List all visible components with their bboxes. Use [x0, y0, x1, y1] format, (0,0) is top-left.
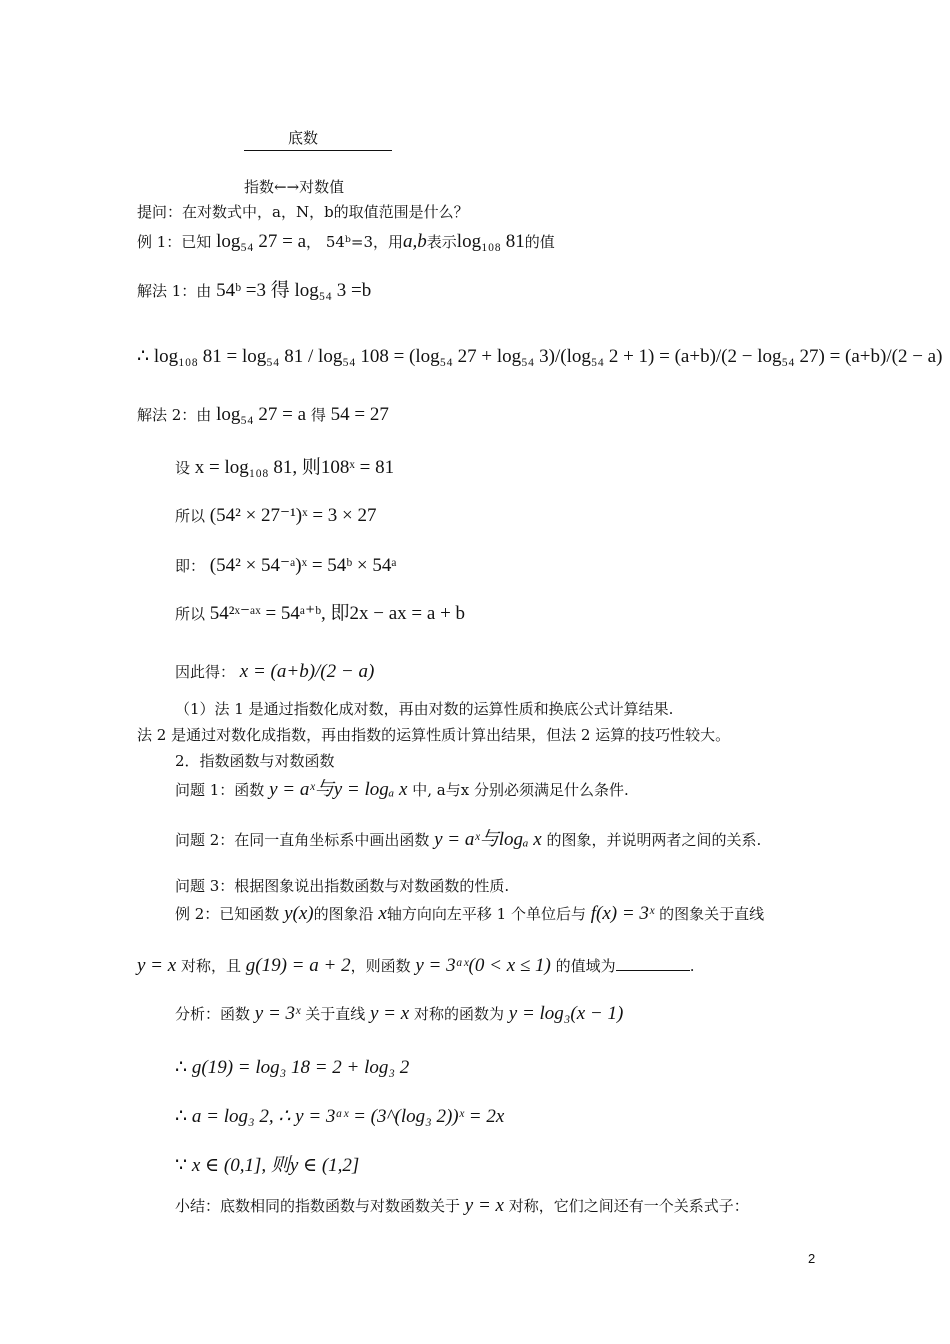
ie-equation: (54² × 54⁻ᵃ)ˣ = 54ᵇ × 54ᵃ: [209, 555, 397, 576]
analysis-mid2: 对称的函数为: [413, 1005, 504, 1023]
q2-math: y = aˣ与logₐ x: [434, 829, 542, 850]
example1-target: log₁₀₈ 81: [456, 231, 525, 252]
example2-mid6: 的值域为: [555, 957, 616, 975]
example2-mid3: 的图象关于直线: [659, 905, 765, 923]
example2-mid4: 对称，且: [180, 957, 241, 975]
summary-line: [175, 1196, 749, 1216]
so2-word: 所以: [175, 605, 206, 623]
example1-express: 表示: [426, 233, 457, 251]
step2-math: a = log₃ 2, ∴ y = 3ᵃˣ = (3^(log₃ 2))ˣ = 2x: [191, 1106, 505, 1127]
step1-symbol: ∴: [175, 1057, 188, 1078]
answer-blank: [616, 956, 690, 971]
q2-suffix: 的图象，并说明两者之间的关系.: [546, 831, 762, 849]
base-label: 底数: [288, 129, 319, 147]
analysis-prefix: 分析：函数: [175, 1005, 251, 1023]
solution2-line: [137, 405, 389, 425]
q1-suffix: 中, a与x 分别必须满足什么条件.: [412, 781, 629, 799]
example2-fn: y(x): [284, 903, 314, 924]
example1-line: [137, 232, 555, 252]
ie-word: 即：: [175, 557, 206, 575]
example1-prefix: 例 1：已知: [137, 233, 212, 251]
analysis-line: [175, 1004, 623, 1024]
analysis-step-2: [175, 1107, 504, 1127]
solution2-ie-line: [175, 556, 397, 576]
hence-word: 因此得：: [175, 663, 236, 681]
so1-word: 所以: [175, 507, 206, 525]
example2-line-1: [175, 904, 764, 924]
section2-heading: 2．指数函数与对数函数: [175, 752, 335, 770]
question-intro: 提问：在对数式中，a，N，b的取值范围是什么？: [137, 203, 469, 221]
note-1: （1）法 1 是通过指数化成对数，再由对数的运算性质和换底公式计算结果.: [175, 700, 674, 718]
solution1-eq2: log₅₄ 3 =b: [294, 280, 372, 301]
solution1-line: [137, 281, 371, 301]
example1-sep: ，: [306, 233, 322, 251]
note-2: 法 2 是通过对数化成指数，再由指数的运算性质计算出结果，但法 2 运算的技巧性较大。: [137, 726, 731, 744]
example2-axis: x: [378, 903, 387, 924]
question-1: [175, 780, 629, 800]
solution1-chain: log₁₀₈ 81 = log₅₄ 81 / log₅₄ 108 = (log₅₄ 27 + log₅₄ 3)/(log₅₄ 2 + 1) = (a+b)/(2 − log₅₄ 27) = (a+b)/(2 − a): [153, 346, 943, 367]
solution2-hence-line: [175, 662, 374, 682]
step2-symbol: ∴: [175, 1106, 188, 1127]
solution2-set-line: [175, 458, 394, 478]
step3-math: x ∈ (0,1], 则y ∈ (1,2]: [191, 1155, 360, 1176]
example2-mid2: 轴方向向左平移 1 个单位后与: [386, 905, 586, 923]
analysis-step-1: [175, 1058, 409, 1078]
example2-end: .: [689, 957, 695, 975]
solution2-label: 解法 2：由: [137, 406, 212, 424]
therefore-symbol: ∴: [137, 346, 150, 367]
example1-suffix: 的值: [524, 233, 555, 251]
example1-given2: 54ᵇ=3，用: [325, 233, 404, 251]
so1-equation: (54² × 27⁻¹)ˣ = 3 × 27: [209, 505, 377, 526]
summary-line-eq: y = x: [464, 1195, 504, 1216]
analysis-step-3: [175, 1156, 359, 1176]
analysis-inverse: y = log₃(x − 1): [508, 1003, 624, 1024]
example2-fx: f(x) = 3ˣ: [590, 903, 655, 924]
solution2-so1-line: [175, 506, 377, 526]
q2-prefix: 问题 2：在同一直角坐标系中画出函数: [175, 831, 430, 849]
solution2-eq-a: log₅₄ 27 = a: [216, 404, 307, 425]
solution2-eq-b: 54 = 27: [330, 404, 389, 425]
diagram-rule: [244, 150, 392, 151]
page-number: 2: [808, 1251, 816, 1266]
question-2: [175, 830, 761, 850]
summary-prefix: 小结：底数相同的指数函数与对数函数关于: [175, 1197, 461, 1215]
solution2-de: 得: [310, 406, 326, 424]
so2-equation: 54²ˣ⁻ᵃˣ = 54ᵃ⁺ᵇ, 即2x − ax = a + b: [209, 603, 466, 624]
analysis-fn: y = 3ˣ: [254, 1003, 301, 1024]
summary-suffix: 对称，它们之间还有一个关系式子：: [508, 1197, 749, 1215]
example2-line-eq: y = x: [137, 955, 177, 976]
set-equation: x = log₁₀₈ 81, 则108ˣ = 81: [194, 457, 395, 478]
step1-math: g(19) = log₃ 18 = 2 + log₃ 2: [191, 1057, 410, 1078]
relation-label: 指数←→对数值: [244, 178, 345, 196]
hence-equation: x = (a+b)/(2 − a): [239, 661, 375, 682]
example2-mid5: ，则函数: [350, 957, 411, 975]
solution2-so2-line: [175, 604, 465, 624]
example1-given1: log₅₄ 27 = a: [216, 231, 307, 252]
q1-prefix: 问题 1：函数: [175, 781, 265, 799]
solution1-label: 解法 1：由: [137, 282, 212, 300]
example2-mid1: 的图象沿: [313, 905, 374, 923]
step3-symbol: ∵: [175, 1155, 188, 1176]
example1-vars: a,b: [403, 231, 427, 252]
analysis-mid1: 关于直线: [305, 1005, 366, 1023]
analysis-line-eq: y = x: [370, 1003, 410, 1024]
example2-yfn: y = 3ᵃˣ(0 < x ≤ 1): [415, 955, 551, 976]
question-3: 问题 3：根据图象说出指数函数与对数函数的性质.: [175, 877, 510, 895]
example2-line-2: [137, 956, 694, 976]
set-word: 设: [175, 459, 191, 477]
solution1-eq1: 54ᵇ =3 得: [216, 280, 290, 301]
solution1-chain-line: [137, 347, 942, 367]
q1-math: y = aˣ与y = logₐ x: [269, 779, 408, 800]
example2-prefix: 例 2：已知函数: [175, 905, 280, 923]
example2-g19: g(19) = a + 2: [245, 955, 351, 976]
